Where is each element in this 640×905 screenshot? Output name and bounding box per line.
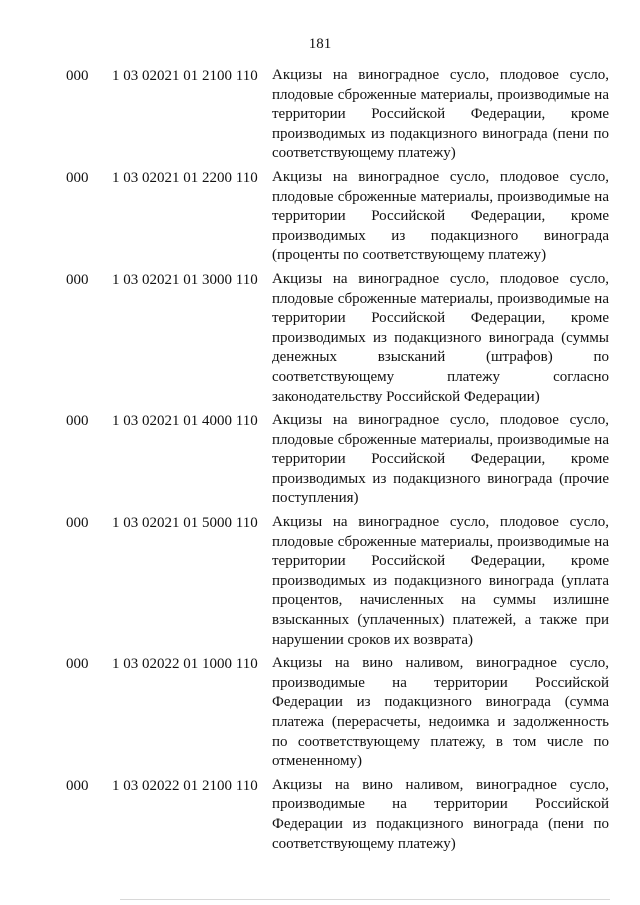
table-row bbox=[0, 411, 640, 509]
revenue-name: Акцизы на виноградное сусло, плодовое сусло, плодовые сброженные материалы, производимые на территории Российской Федерации, кроме производимых из подакцизного винограда (пени по соответствующему платежу) bbox=[272, 67, 609, 162]
page-number: 181 bbox=[308, 36, 332, 52]
code-table bbox=[0, 66, 640, 858]
table-row bbox=[0, 654, 640, 772]
revenue-name: Акцизы на виноградное сусло, плодовое сусло, плодовые сброженные материалы, производимые на территории Российской Федерации, кроме производимых из подакцизного винограда (уплата процентов, начисленных на суммы излишне взысканных (уплаченных) платежей, а также при нарушении сроков их возврата) bbox=[272, 514, 609, 648]
admin-code: 000 bbox=[66, 271, 89, 288]
revenue-name: Акцизы на виноградное сусло, плодовое сусло, плодовые сброженные материалы, производимые на территории Российской Федерации, кроме производимых из подакцизного винограда (суммы денежных взысканий (штрафов) по соответствующему платежу согласно законодательству Российской Федерации) bbox=[272, 270, 609, 405]
table-row bbox=[0, 776, 640, 854]
budget-classification-code: 1 03 02021 01 5000 110 bbox=[112, 515, 258, 532]
admin-code: 000 bbox=[66, 169, 89, 186]
budget-classification-code: 1 03 02022 01 2100 110 bbox=[112, 777, 258, 794]
revenue-name: Акцизы на виноградное сусло, плодовое сусло, плодовые сброженные материалы, производимые на территории Российской Федерации, кроме производимых из подакцизного винограда (проценты по соответствующему платежу) bbox=[272, 168, 609, 264]
admin-code: 000 bbox=[66, 515, 89, 532]
budget-classification-code: 1 03 02021 01 4000 110 bbox=[112, 413, 258, 430]
admin-code: 000 bbox=[66, 68, 89, 84]
table-row bbox=[0, 66, 640, 164]
budget-classification-code: 1 03 02021 01 3000 110 bbox=[112, 271, 258, 288]
admin-code: 000 bbox=[66, 777, 89, 794]
admin-code: 000 bbox=[66, 656, 89, 673]
budget-classification-code: 1 03 02021 01 2100 110 bbox=[112, 68, 258, 84]
revenue-name: Акцизы на виноградное сусло, плодовое сусло, плодовые сброженные материалы, производимые на территории Российской Федерации, кроме производимых из подакцизного винограда (прочие поступления) bbox=[272, 412, 609, 507]
budget-classification-code: 1 03 02022 01 1000 110 bbox=[112, 656, 258, 673]
bottom-edge-line bbox=[120, 899, 610, 900]
table-row bbox=[0, 270, 640, 407]
table-row bbox=[0, 513, 640, 650]
admin-code: 000 bbox=[66, 413, 89, 430]
revenue-name: Акцизы на вино наливом, виноградное сусло, производимые на территории Российской Федерации из подакцизного винограда (пени по соответствующему платежу) bbox=[272, 776, 609, 852]
table-row bbox=[0, 168, 640, 266]
budget-classification-code: 1 03 02021 01 2200 110 bbox=[112, 169, 258, 186]
revenue-name: Акцизы на вино наливом, виноградное сусло, производимые на территории Российской Федерации из подакцизного винограда (сумма платежа (перерасчеты, недоимка и задолженность по соответствующему платежу, в том числе по отмененному) bbox=[272, 655, 609, 770]
